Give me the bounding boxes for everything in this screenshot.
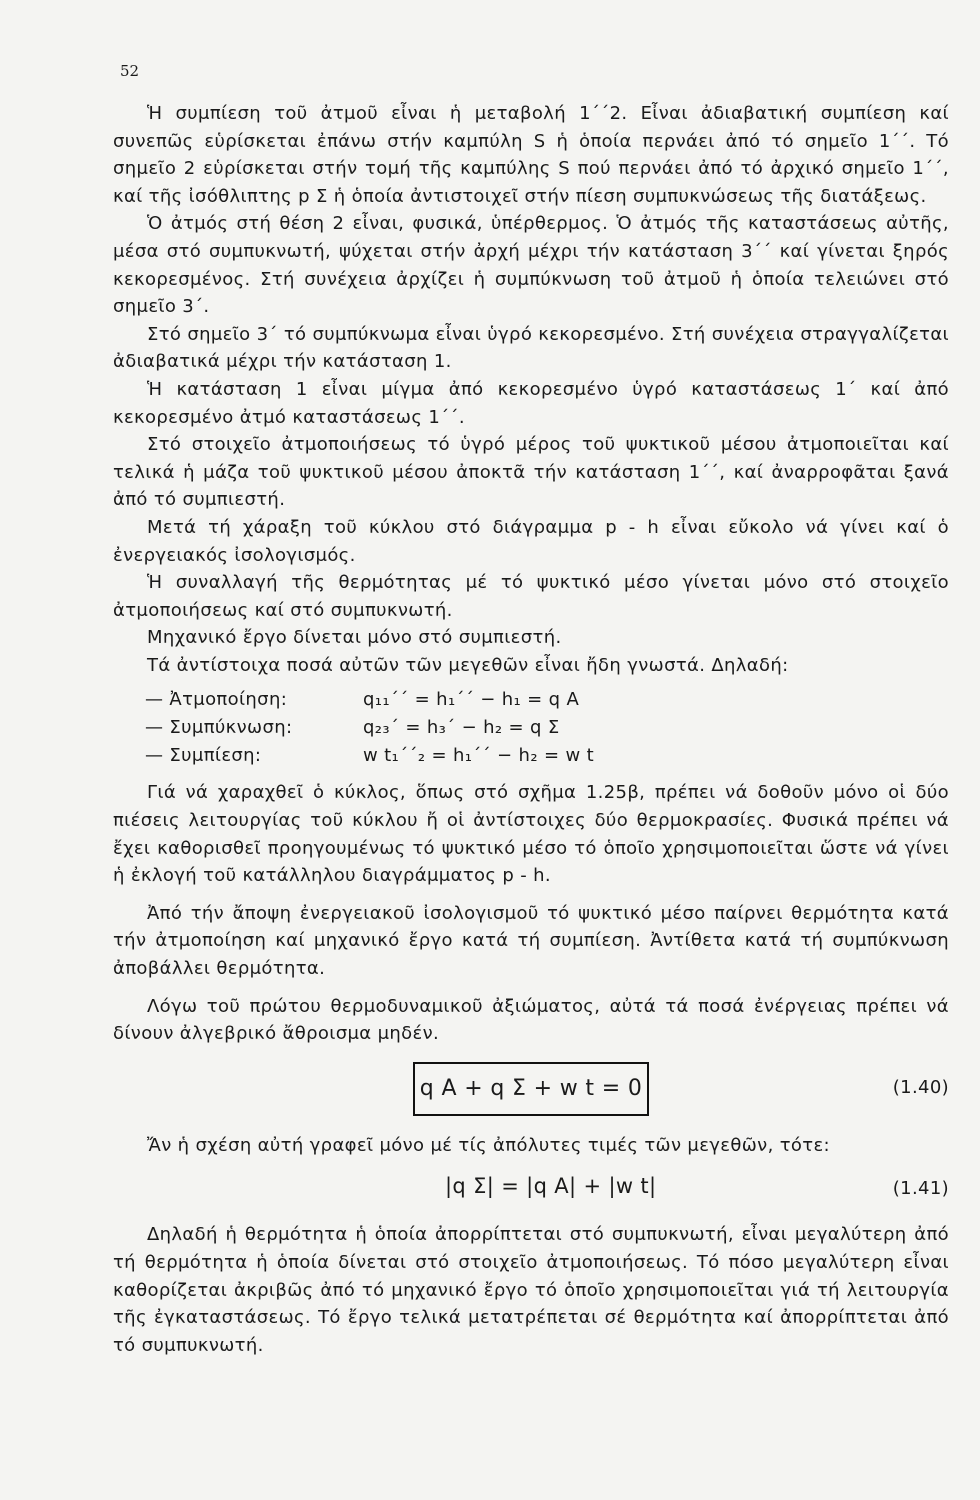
paragraph: Μηχανικό ἔργο δίνεται μόνο στό συμπιεστή. — [147, 627, 562, 649]
paragraph: Ἀπό τήν ἄποψη ἐνεργειακοῦ ἰσολογισμοῦ τό ψυκτικό μέσο παίρνει θερμότητα κατά τήν ἀτμοποίηση καί μηχανικό ἔργο κατά τή συμπίεση. Ἀντίθετα κατά τή συμπύκνωση ἀποβάλλει θερμότητα. — [113, 902, 949, 980]
paragraph: Ὁ ἀτμός στή θέση 2 εἶναι, φυσικά, ὑπέρθερμος. Ὁ ἀτμός τῆς καταστάσεως αὐτῆς, μέσα στό συμπυκνωτή, ψύχεται στήν ἀρχή μέχρι τήν κατάσταση 3΄΄ καί γίνεται ξηρός κεκορεσμένος. Στή συνέχεια ἀρχίζει ἡ συμπύκνωση τοῦ ἀτμοῦ ἡ ὁποία τελειώνει στό σημεῖο 3΄. — [113, 213, 949, 318]
equation-label: — Συμπίεση: — [145, 744, 262, 766]
boxed-equation: q A + q Σ + w t = 0 — [413, 1062, 649, 1116]
paragraph: Μετά τή χάραξη τοῦ κύκλου στό διάγραμμα p - h εἶναι εὔκολο νά γίνει καί ὁ ἐνεργειακός ἰσολογισμός. — [113, 516, 949, 566]
equation-formula: q₁₁΄΄ = h₁΄΄ − h₁ = q A — [363, 688, 580, 710]
paragraph: Ἄν ἡ σχέση αὐτή γραφεῖ μόνο μέ τίς ἀπόλυτες τιμές τῶν μεγεθῶν, τότε: — [147, 1134, 830, 1156]
equation-number: (1.41) — [892, 1178, 949, 1200]
equation-list — [145, 685, 594, 769]
equation-formula: w t₁΄΄₂ = h₁΄΄ − h₂ = w t — [363, 744, 595, 766]
paragraph: Ἡ συναλλαγή τῆς θερμότητας μέ τό ψυκτικό μέσο γίνεται μόνο στό στοιχεῖο ἀτμοποιήσεως καί στό συμπυκνωτή. — [113, 572, 949, 621]
equation-row — [145, 741, 594, 769]
abs-equation: |q Σ| = |q A| + |w t| — [445, 1174, 657, 1199]
body-text — [113, 100, 949, 1359]
equation-row — [145, 685, 594, 713]
paragraph: Στό στοιχεῖο ἀτμοποιήσεως τό ὑγρό μέρος τοῦ ψυκτικοῦ μέσου ἀτμοποιεῖται καί τελικά ἡ μάζα τοῦ ψυκτικοῦ μέσου ἀποκτᾶ τήν κατάσταση 1΄΄, καί ἀναρροφᾶται ξανά ἀπό τό συμπιεστή. — [113, 434, 949, 511]
paragraph: Ἡ συμπίεση τοῦ ἀτμοῦ εἶναι ἡ μεταβολή 1΄΄2. Εἶναι ἀδιαβατική συμπίεση καί συνεπῶς εὑρίσκεται ἐπάνω στήν καμπύλη S ἡ ὁποία περνάει ἀπό τό σημεῖο 1΄΄. Τό σημεῖο 2 εὑρίσκεται στήν τομή τῆς καμπύλης S πού περνάει ἀπό τό ἀρχικό σημεῖο 1΄΄, καί τῆς ἰσόθλιπτης p Σ ἡ ὁποία ἀντιστοιχεῖ στήν πίεση συμπυκνώσεως τῆς διατάξεως. — [113, 103, 949, 207]
equation-formula: q₂₃΄ = h₃΄ − h₂ = q Σ — [363, 716, 560, 738]
abs-equation-row — [113, 1165, 949, 1221]
paragraph: Τά ἀντίστοιχα ποσά αὐτῶν τῶν μεγεθῶν εἶναι ἤδη γνωστά. Δηλαδή: — [147, 654, 789, 676]
equation-label: — Ἀτμοποίηση: — [145, 688, 288, 710]
paragraph: Γιά νά χαραχθεῖ ὁ κύκλος, ὅπως στό σχῆμα 1.25β, πρέπει νά δοθοῦν μόνο οἱ δύο πιέσεις λειτουργίας τοῦ κύκλου ἤ οἱ ἀντίστοιχες δύο θερμοκρασίες. Φυσικά πρέπει νά ἔχει καθορισθεῖ προηγουμένως τό ψυκτικό μέσο τό ὁποῖο χρησιμοποιεῖται ὥστε νά γίνει ἡ ἐκλογή τοῦ κατάλληλου διαγράμματος p - h. — [113, 782, 949, 887]
equation-number: (1.40) — [892, 1076, 949, 1098]
equation-row — [145, 713, 594, 741]
paragraph: Δηλαδή ἡ θερμότητα ἡ ὁποία ἀπορρίπτεται στό συμπυκνωτή, εἶναι μεγαλύτερη ἀπό τή θερμότητα ἡ ὁποία δίνεται στό στοιχεῖο ἀτμοποιήσεως. Τό πόσο μεγαλύτερη εἶναι καθορίζεται ἀκριβῶς ἀπό τό μηχανικό ἔργο τό ὁποῖο χρησιμοποιεῖται γιά τή λειτουργία τῆς ἐγκαταστάσεως. Τό ἔργο τελικά μετατρέπεται σέ θερμότητα καί ἀπορρίπτεται ἀπό τό συμπυκνωτή. — [113, 1224, 949, 1356]
paragraph: Στό σημεῖο 3΄ τό συμπύκνωμα εἶναι ὑγρό κεκορεσμένο. Στή συνέχεια στραγγαλίζεται ἀδιαβατικά μέχρι τήν κατάσταση 1. — [113, 323, 949, 373]
paragraph: Λόγω τοῦ πρώτου θερμοδυναμικοῦ ἀξιώματος, αὐτά τά ποσά ἐνέργειας πρέπει νά δίνουν ἀλγεβρικό ἄθροισμα μηδέν. — [113, 995, 949, 1045]
page-number: 52 — [120, 62, 140, 80]
equation-label: — Συμπύκνωση: — [145, 716, 293, 738]
paragraph: Ἡ κατάσταση 1 εἶναι μίγμα ἀπό κεκορεσμένο ὑγρό καταστάσεως 1΄ καί ἀπό κεκορεσμένο ἀτμό καταστάσεως 1΄΄. — [113, 378, 949, 428]
boxed-equation-row — [113, 1062, 949, 1132]
